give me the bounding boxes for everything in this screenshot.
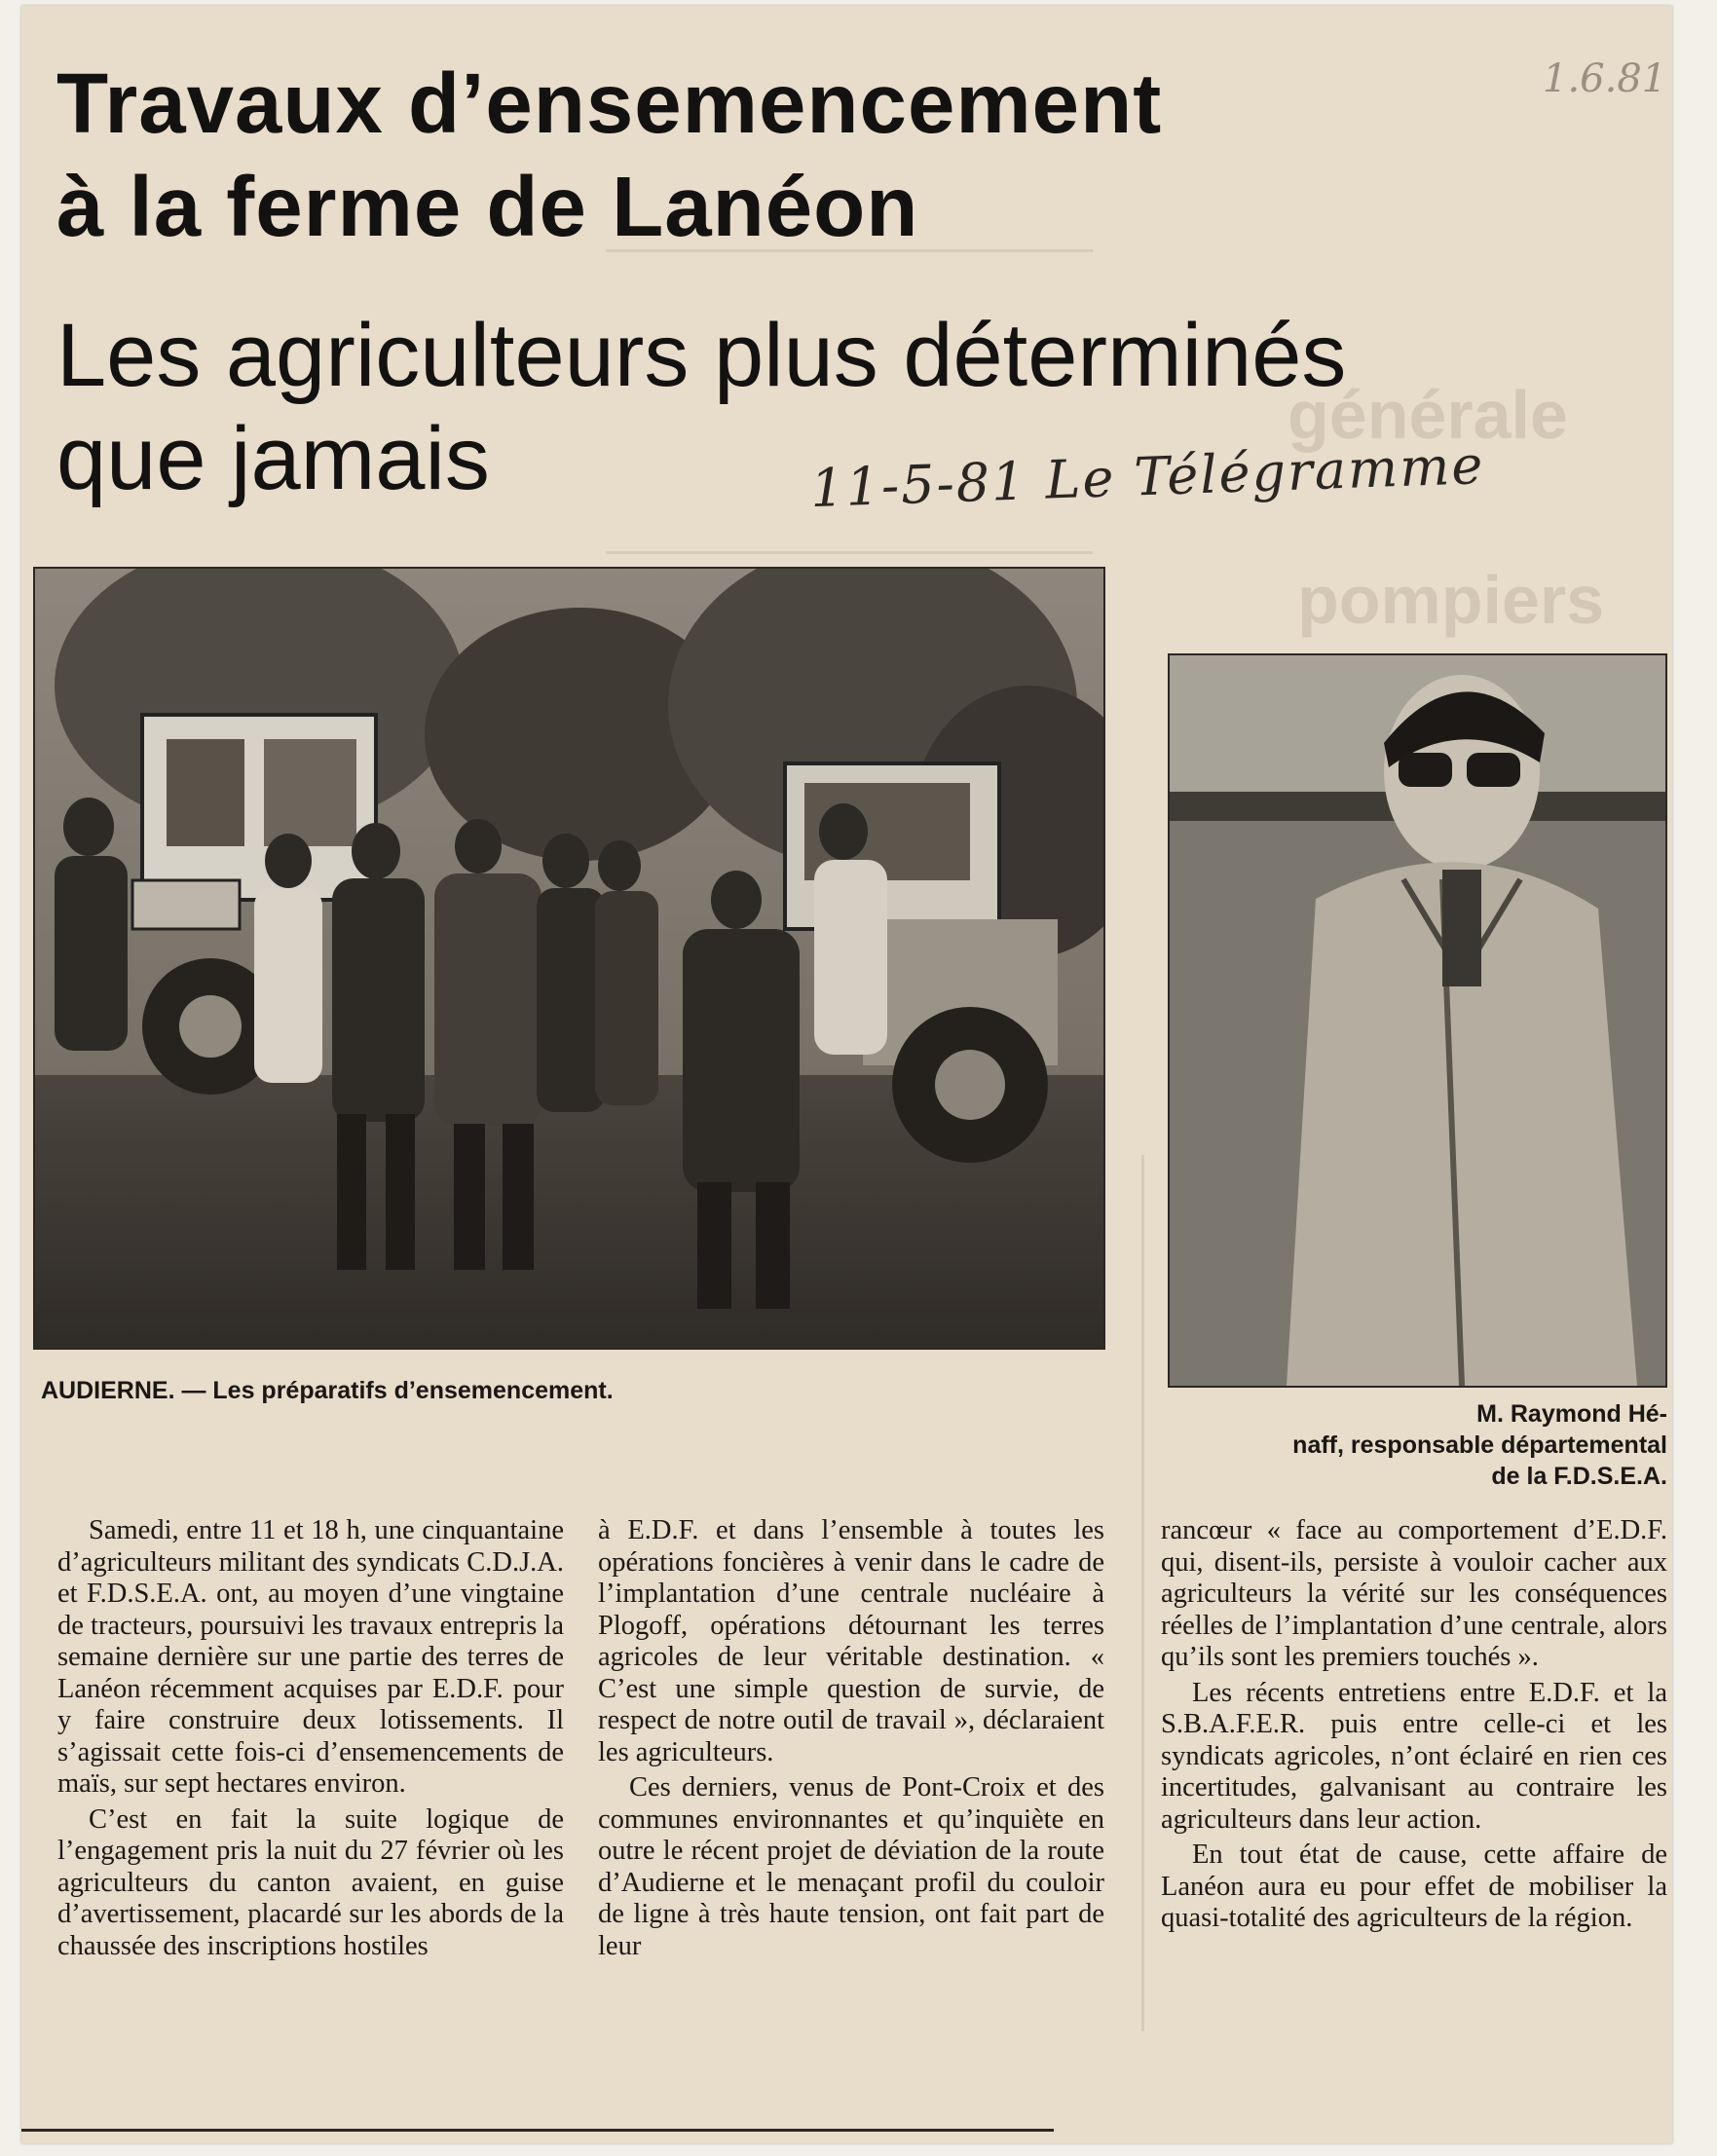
paragraph: Ces derniers, venus de Pont-Croix et des communes environnantes et qu’inquiète en outre le récent projet de déviation de la route d’Audierne et le menaçant profil du couloir de ligne à très haute tension, ont fait part de leur [598, 1772, 1104, 1961]
caption-right-photo [1190, 1398, 1667, 1492]
article-title [56, 53, 1517, 259]
handwritten-source-note: 11-5-81 Le Télégramme [809, 433, 1486, 520]
subtitle-line-1: Les agriculteurs plus déterminés [56, 306, 1347, 405]
article-column-2 [598, 1515, 1104, 1962]
paragraph: C’est en fait la suite logique de l’engagement pris la nuit du 27 février où les agriculteurs du canton avaient, en guise d’avertissement, placardé sur les abords de la chaussée des inscriptions hostiles [57, 1803, 564, 1961]
newspaper-clipping [21, 6, 1672, 2143]
paragraph: Samedi, entre 11 et 18 h, une cinquantaine d’agriculteurs militant des syndicats C.D.J.A. et F.D.S.E.A. ont, au moyen d’une vingtaine de tracteurs, poursuivi les travaux entrepris la semaine dernière sur une partie des terres de Lanéon récemment acquises par E.D.F. pour y faire construire deux lotissements. Il s’agissait cette fois-ci d’ensemencements de maïs, sur sept hectares environ. [57, 1515, 564, 1799]
paragraph: rancœur « face au comportement d’E.D.F. qui, disent-ils, persiste à vouloir cacher aux agriculteurs la vérité sur les conséquences réelles de l’implantation d’une centrale, alors qu’ils sont les premiers touchés ». [1161, 1515, 1667, 1672]
bleed-through-text: générale [1288, 377, 1568, 453]
caption-left-photo: AUDIERNE. — Les préparatifs d’ensemencement. [41, 1377, 614, 1404]
corner-date-note: 1.6.81 [1543, 56, 1667, 101]
bleed-through-rule [1141, 1155, 1144, 2031]
bottom-rule [21, 2129, 1054, 2132]
paragraph: Les récents entretiens entre E.D.F. et la S.B.A.F.E.R. puis entre celle-ci et les syndicats agricoles, n’ont éclairé en rien ces incertitudes, galvanisant au contraire les agriculteurs dans leur action. [1161, 1677, 1667, 1835]
title-line-2: à la ferme de Lanéon [56, 160, 919, 254]
farmers-tractors-illustration [35, 569, 1103, 1348]
portrait-illustration [1170, 655, 1665, 1386]
caption-right-line-2: naff, responsable départemental [1292, 1431, 1667, 1459]
paragraph: à E.D.F. et dans l’ensemble à toutes les opérations foncières à venir dans le cadre de l’implantation d’une centrale nucléaire à Plogoff, opérations détournant les terres agricoles de leur véritable destination. « C’est une simple question de survie, de respect de notre outil de travail », déclaraient les agriculteurs. [598, 1515, 1104, 1767]
photo-raymond-henaff [1168, 653, 1667, 1388]
bleed-through-rule [606, 551, 1093, 554]
bleed-through-text: pompiers [1297, 562, 1605, 638]
paragraph: En tout état de cause, cette affaire de Lanéon aura eu pour effet de mobiliser la quasi-totalité des agriculteurs de la région. [1161, 1840, 1667, 1933]
subtitle-line-2: que jamais [56, 409, 490, 508]
caption-right-line-3: de la F.D.S.E.A. [1491, 1463, 1667, 1490]
photo-farmers-tractors [33, 567, 1105, 1350]
title-line-1: Travaux d’ensemencement [56, 56, 1163, 151]
article-column-1 [57, 1515, 564, 1962]
article-column-3 [1161, 1515, 1667, 1935]
caption-right-line-1: M. Raymond Hé- [1476, 1400, 1667, 1428]
